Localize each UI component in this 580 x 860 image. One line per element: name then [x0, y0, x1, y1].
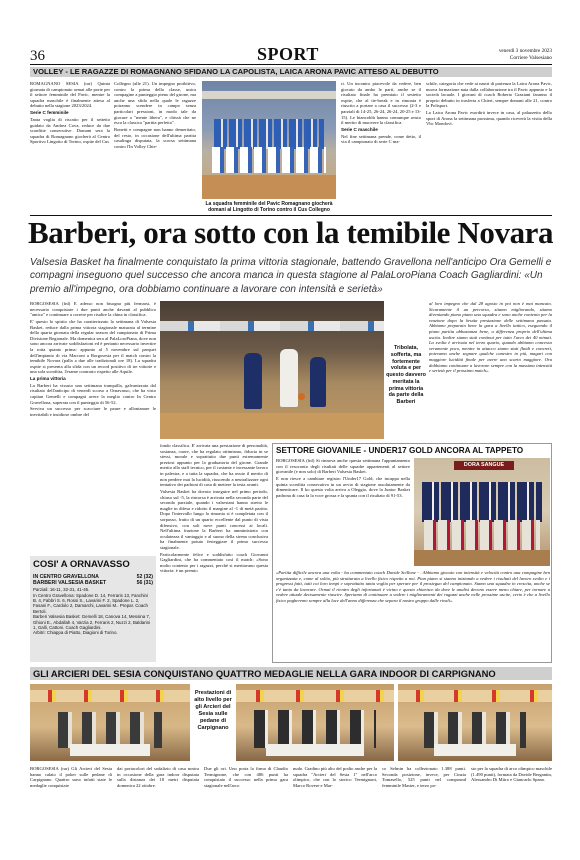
volley-column-1	[30, 81, 110, 213]
court-floor	[414, 550, 550, 566]
score-box	[30, 556, 156, 662]
newspaper-name: Corriere Valsesiano	[509, 55, 552, 61]
podium	[266, 744, 364, 756]
giovanile-paragraph: E non riesce a cambiare registro l'Under17 Gold, che incappa nella quinta sconfitta consecutiva in un avvio di stagione assolutamente da dimenticare. Il ko questa volta arriva a Oleggio, dove la Junior Basket padrona di casa fa la voce grossa e la spunta con il risultato di 91-53.	[276, 475, 410, 498]
volley-headline-text: VOLLEY - LE RAGAZZE DI ROMAGNANO SFIDANO LA CAPOLISTA, LAICA ARONA PAVIC ATTESO AL DEBUTTO	[33, 67, 439, 76]
volley-paragraph: Collegno (alle 21). Un impegno proibitivo, contro la prima della classe, unica compagine a punteggio pieno del girone, ma anche una sfida nella quale le ragazze potranno scendere in campo senza particolari pressioni, in modo tale da giocare a "mente libera", e chissà che ne esca la classica "partita perfetta".	[114, 81, 196, 126]
archery-headline-text: GLI ARCIERI DEL SESIA CONQUISTANO QUATTRO MEDAGLIE NELLA GARA INDOOR DI CARPIGNANO	[33, 668, 496, 679]
player-defender	[244, 353, 262, 409]
basket-paragraph: La Barberi ha vissuto una settimana tranquilla, galvanizzata dal risultato dell'anticipo di venerdì scorso a Ornavasso, che ha visto capitan Gemelli e compagni avere la meglio contro In Centro Gravellona, superata con il punteggio di 56-52.	[30, 382, 156, 405]
archers-group	[424, 712, 526, 748]
giovanile-headline: SETTORE GIOVANILE - UNDER17 GOLD ANCORA AL TAPPETO	[276, 446, 524, 455]
players-back-row	[422, 482, 542, 522]
archers-group	[58, 712, 162, 748]
header-rule	[30, 64, 552, 65]
giovanile-paragraph: BORGOSESIA (fnl) Si rinnova anche questa settimana l'appuntamento con il resoconto degli risultati delle squadre appartenenti al settore giovanile (e non solo) di Barberi Valsesia Basket.	[276, 458, 410, 475]
basket-subheading: La prima vittoria	[30, 376, 66, 382]
archery-photo-caption: Prestazioni di alto livello per gli Arcieri del Sesia sulle pedane di Carpignano	[194, 690, 232, 731]
volley-paragraph: ri. Un incontro piacevole da vedere, ben giocato da ambo le parti, anche se il risultato finale ha premiato il sestetto ospite, che al tie-break e in rimonta è riuscito a portare a casa il successo (2-3 e parziali di 14-25, 26-24, 26-24, 20-25 e 13-15). Le biancoblù hanno comunque avuto il merito di muovere la classifica.	[341, 81, 421, 126]
volley-paragraph: Nel fine settimana prende, come detto, il via il campionato di serie C ma-	[341, 133, 421, 145]
score-lineup-home: In Centro Gravellona: Spadone D. 14, Ferraris 13, Fanchini B. 4, Fabbri S. 6, Rossi S., Lavarini F. 2, Spadone L. 2, Fasani F., Cardolo 2, Damarchi, Lavarini M.. Prepar. Coach Bertoli.	[33, 592, 148, 614]
archery-column-2: dai portacolori del sodalizio di casa nostra in occasione della gara indoor disputata sulla distanza dei 18 metri disputata domenica 22 ottobre.	[117, 766, 199, 788]
volley-headline	[30, 67, 552, 77]
section-title: SPORT	[257, 44, 319, 64]
archery-column-3: Due gli ori. Uno porta la firma di Claudio Termignone, che con 486 punti ha conquistato il successo nella prima gara stagionale nell'arco	[204, 766, 288, 788]
volley-team-photo	[202, 81, 336, 199]
ad-boards	[160, 321, 384, 331]
page-number: 36	[30, 48, 45, 64]
volley-bottom-rule	[30, 215, 552, 216]
archery-column-5: co Selmin ha collezionato 1.388 punti. Seconda posizione, invece, per Cinzia Tomasello, 525 punti nel compound femminile Master, e terzo po-	[382, 766, 466, 788]
score-team-away: BARBERI VALSESIA BASKET	[33, 579, 107, 586]
archery-column-1: BORGOSESIA (rar) Gli Arcieri del Sesia hanno calato il poker sulle pedane di Carpignano. Quattro sono infatti state le medaglie conquistate	[30, 766, 112, 788]
basketball-icon	[298, 393, 305, 400]
target-banner	[30, 690, 190, 702]
basket-paragraph: Particolarmente felice e soddisfatto coach Giovanni Gagliardini, che ha commentato così il match: «Sono molto contento per i ragazzi, perché si meritavano questa vittoria: è un premio	[160, 551, 268, 574]
archery-podium-photo-right	[398, 684, 552, 761]
court-floor	[160, 413, 384, 439]
score-team-home: IN CENTRO GRAVELLONA	[33, 573, 99, 580]
basket-deck: Valsesia Basket ha finalmente conquistato la prima vittoria stagionale, battendo Gravellona nell'anticipo Ora Gemelli e compagni inseguono quel successo che ancora manca in questa stagione al PalaLoroPiana Coach Gagliardini: «Un premio all'impegno, ora dobbiamo continuare a lavorare con intensità e serietà»	[30, 257, 552, 295]
basket-paragraph: fondo classifica. E' arrivata una prestazione di personalità, sostanza, cuore, che ha regalato ottimismo, fiducia in se stessi, morale e soprattutto due punti estremamente preziosi appunto per la graduatoria del girone. Grande merito allo staff tecnico, per il costante e incessante lavoro in palestra, e a tutta la squadra, che ha avuto il merito di non perdere mai la lucidità, riuscendo a neutralizzare ogni tentativo dei padroni di casa di mettere la testa avanti.	[160, 443, 268, 488]
volley-subheading-women: Serie C femminile	[30, 110, 69, 116]
score-row-away	[33, 580, 153, 586]
basket-game-photo	[160, 301, 384, 439]
volley-column-2	[114, 81, 196, 213]
player-dribbling	[280, 349, 298, 407]
basket-paragraph: Servivа un successo per scacciare le paure e allontanare le inevitabili e insidiose ombre del	[30, 406, 156, 418]
archery-column-4: nudo. Gradino più alto del podio anche per la squadra "Arcieri del Sesia 1" nell'arco olimpico, che con lo storico Termignoni, Marco Rovere e Mar-	[293, 766, 377, 788]
archers-group	[254, 710, 376, 748]
volley-paragraph: La Laica Arona Pavic esordirà invece in casa, al palazzetto dello sport di Arona la settimana prossima, quando riceverà la visita della Vbc Mondovì.	[426, 110, 552, 127]
giovanile-intro-column	[276, 458, 410, 566]
archery-column-6: sto per la squadra di arco olimpico maschile (1.490 punti), formata da Davide Bergantin, Alessandro Di Mitro e Giancarlo Spano.	[471, 766, 552, 783]
score-value-away: 56 (31)	[136, 579, 153, 586]
volley-paragraph: ROMAGNANO SESIA (rar) Quinta giornata di campionato ormai alle porte per il settore femminile del Pavic, mentre la squadra maschile è finalmente attesa al debutto nella stagione 2023/2024.	[30, 81, 110, 109]
volley-subheading-men: Serie C maschile	[341, 126, 378, 132]
archery-headline	[30, 667, 552, 680]
gym-wall-banner	[202, 91, 336, 99]
basket-paragraph: E' questo lo spirito che ha caratterizzato la settimana di Valsesia Basket, reduce dalla prima vittoria stagionale maturata al termine della quarta giornata della regular season del campionato di Prima Divisione Regionale. Ma domenica sera al PalaLoroPiana, dove non sono ancora arrivate soddisfazioni ed è pertanto necessario invertire la rotta quanto prima: appunto al 5 novembre sul parquet dell'impianto di via Marconi a Borgosesia per il match contro la temibile Novara (palla a due alle tradizionali ore 18). La squadra ospite si presenta alla sfida con un record positivo di tre vittorie e una sola sconfitta, l'esame contrario rispetto alle Aquile.	[30, 318, 156, 375]
issue-date: venerdì 3 novembre 2023	[498, 48, 552, 54]
players-front-row	[212, 147, 326, 173]
score-partials: Parziali: 16-11, 32-31, 41-45.	[33, 587, 90, 593]
podium	[70, 744, 150, 756]
basket-photo-caption: Tribolata, sofferta, ma fortemente voluta e per questo davvero meritata la prima vittoria da parte della Barberi	[386, 345, 426, 405]
volley-column-4	[426, 81, 552, 213]
podium	[434, 744, 516, 756]
basket-paragraph: Valsesia Basket ha dovuto inseguire nel primo periodo, chiuso sul -5, la rincorsa è arrivata nella seconda parte del secondo parziale, quando i valsesiani hanno stretto le maglie in difesa e ridotto il margine al -1 di metà partita. Dopo l'intervallo lungo la rimonta si è completata con il sorpasso, frutto di un quarto eccellente dal punto di vista difensivo, con soli nove punti concessi ai locali. Nell'ultima frazione la Barberi ha amministrato con oculatezza il vantaggio e al suono della sirena conclusiva ha finalmente potuto festeggiare il primo successo stagionale.	[160, 488, 268, 550]
score-lineup-away: Barberi Valsesia Basket: Gemelli 18, Canova 14, Messina 7, Ghioni E., Abdallah 4, Varzia 2, Ferraris 2, Nuzzi 2, Baldarini 1, Galli, Cattoni. Coach Gagliardini.	[33, 614, 151, 630]
players-front-row	[424, 520, 540, 550]
player-defender	[310, 357, 326, 407]
basket-quote-column	[429, 301, 552, 439]
court-floor	[202, 175, 336, 199]
score-box-title: COSI' A ORNAVASSO	[33, 559, 130, 570]
players-back-row	[214, 119, 324, 149]
volley-paragraph: Tanta voglia di riscatto per il settetto guidato da Andrea Cova, reduce da due sconfitte consecutive. Domani sera la squadra di Romagnano giocherà al Centro Sportivo Lingotto di Torino, ospite del Cus	[30, 116, 110, 145]
basket-paragraph: al loro impegno che dal 28 agosto in poi non è mai mancato. Sicuramente il un percorso, stiamo migliorando, stiamo diventando piano piano una squadra e sono anche contento per la reazione dopo la brutta prestazione delle settimana passata. Abbiamo preparato bene la gara a livello tattico, eseguendo il piano partita abbastanza bene, a differenza proprio dell'ultima uscita. Inoltre siamo stati continui per tutto l'arco dei 40 minuti. La svolta è arrivata nel terzo quarto, quando abbiamo concesso veramente poco, mentre in attacco siamo stati fluidi e concreti, potevamo anche segnare qualche canestro in più, magari con maggiore lucidità finale per avere uno scarto maggiore. Ora dobbiamo continuare a lavorare sempre con la massima intensità e serietà per il prossimo match».	[429, 301, 552, 374]
score-referees: Arbitri: Chiappa di Piatto, Diagioni di Torino.	[33, 630, 118, 636]
photo-banner: DORA SANGUE	[454, 461, 514, 470]
volley-photo-caption: La squadra femminile del Pavic Romagnano giocherà domani al Lingotto di Torino contro il Cus Collegno	[205, 201, 333, 214]
basket-headline: Barberi, ora sotto con la temibile Novara	[28, 217, 554, 249]
basket-column-1	[30, 301, 156, 551]
volley-column-3	[341, 81, 421, 213]
giovanile-quote: «Partita difficile ancora una volta - ha commentato coach Davide Scillone - . Abbiamo giocato con intensità e velocità contro una compagine ben organizzata e, come al solito, più strutturata a livello fisico rispetto a noi. Pian piano si stanno iniziando a vedere i risultati del lavoro svolto e i progressi fatti, tutti coi loro tempi e soprattutto tanta voglia per sperare per il prosieguo del campionato. Siamo una squadra in crescita, anche se c'è tanto da lavorare. Ormai il rientro degli infortunati è vicino e questo chiarisce da dove le analisi devono essere meno chiare, per tornare a vedere attuale decisamente riuscire. Speriamo di continuare a vedere i miglioramenti dei ragazzi anche nelle prossime uscite, certo è che a livello fisico pagheremo sempre alla luce dell'anno differenza che separa il nostro gruppo dalle rivali».	[276, 570, 550, 603]
basket-paragraph: BORGOSESIA (fnl) E adesso non bisogna più fermarsi, è necessario conquistare i due punti anche davanti al pubblico "amico" e continuare a correre per risalire la china in classifica.	[30, 301, 156, 318]
target-banner	[398, 690, 552, 702]
score-value-home: 52 (32)	[136, 573, 153, 580]
volley-paragraph: schile, categoria che vede ai nastri di partenza la Laica Arona Pavic, nuova formazione nata dalla collaborazione tra il Pavic appunto e la società lacuale. I giovani di coach Roberto Graziani faranno il proprio debutto in trasferta a Chieri, sempre domani alle 21, contro la Polisport.	[426, 81, 552, 109]
archery-podium-photo-left	[30, 684, 190, 761]
archery-podium-photo-center	[236, 684, 394, 761]
volley-paragraph: Bonetti e compagne non hanno demeritato, del resto, in occasione dell'ultima partita casalinga disputata, la scorsa settimana contro l'In Volley Chie-	[114, 126, 196, 149]
basket-column-2	[160, 443, 268, 663]
target-banner	[236, 690, 394, 702]
giovanile-team-photo	[414, 458, 550, 566]
